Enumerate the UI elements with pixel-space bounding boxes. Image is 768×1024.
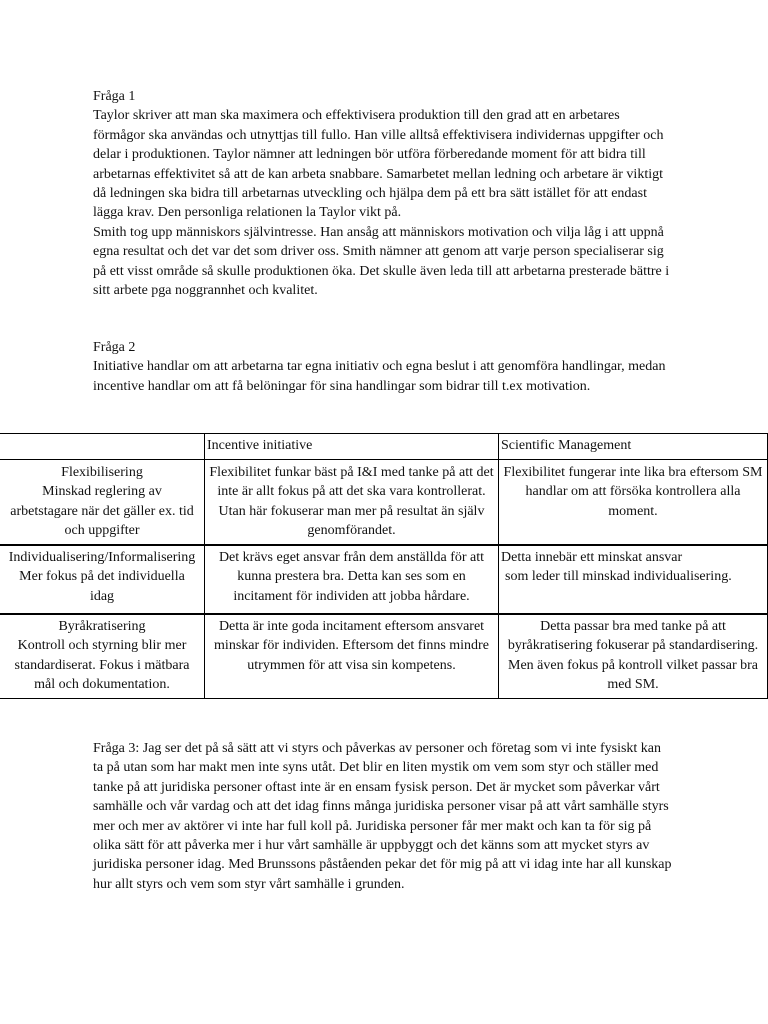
scientific-management-cell: Detta passar bra med tanke på att byråkratisering fokuserar på standardisering. Men även fokus på kontroll vilket passar bra med SM.	[499, 614, 768, 699]
row-label-cell	[0, 614, 205, 699]
row-label-cell	[0, 545, 205, 614]
scientific-management-cell	[499, 545, 768, 614]
comparison-table	[0, 433, 768, 699]
question-2-paragraph: Initiative handlar om att arbetarna tar egna initiativ och egna beslut i att genomföra handlingar, medan incentive handlar om att få belöningar för sina handlingar som bidrar till t.ex motivation.	[93, 359, 666, 394]
row-sublabel-line: Mer fokus på det individuella	[19, 569, 185, 585]
question-1-section	[93, 87, 673, 300]
scientific-management-cell: Flexibilitet fungerar inte lika bra eftersom SM handlar om att försöka kontrollera alla moment.	[499, 460, 768, 546]
row-sublabel-line: mål och dokumentation.	[34, 677, 170, 693]
row-label: Flexibilisering	[61, 465, 143, 480]
table-row	[0, 545, 768, 614]
question-3-section	[93, 739, 673, 894]
table-header-empty	[0, 434, 205, 460]
table-header-scientific-management: Scientific Management	[499, 434, 768, 460]
row-label: Individualisering/Informalisering	[8, 550, 196, 565]
incentive-cell: Flexibilitet funkar bäst på I&I med tanke på att det inte är allt fokus på att det ska vara kontrollerat. Utan här fokuserar man mer på resultat än själv genomförandet.	[205, 460, 499, 546]
incentive-cell: Detta är inte goda incitament eftersom ansvaret minskar för individen. Eftersom det finns mindre utrymmen för att visa sin kompetens.	[205, 614, 499, 699]
table-row	[0, 460, 768, 546]
table-header-row	[0, 434, 768, 460]
row-sublabel-line: Minskad reglering av	[42, 484, 162, 500]
row-sublabel-line: Kontroll och styrning blir mer	[17, 638, 187, 654]
sm-cell-line: Detta innebär ett minskat ansvar	[501, 550, 683, 565]
question-1-heading: Fråga 1	[93, 89, 136, 104]
question-3-paragraph: Fråga 3: Jag ser det på så sätt att vi styrs och påverkas av personer och företag som vi inte fysiskt kan ta på utan som har makt men inte syns utåt. Det blir en liten mystik om vem som styr och ställer med tanke på att juridiska personer oftast inte är en ensam fysisk person. Det är mycket som påverkar vårt samhälle och vår vardag och att det idag finns många juridiska personer visar på att vårt samhälle styrs mer och mer av aktörer vi inte har full koll på. Juridiska personer får mer makt och kan ta för sig på olika sätt för att påverka mer i hur vårt samhälle är uppbyggt och det känns som att mycket styrs av juridiska personer idag. Med Brunssons påståenden pekar det för mig på att vi idag inte har all kunskap hur allt styrs och vem som styr vårt samhälle i grunden.	[93, 741, 672, 892]
question-1-paragraph-smith: Smith tog upp människors självintresse. Han ansåg att människors motivation och vilja låg i att uppnå egna resultat och det var det som driver oss. Smith nämner att genom att varje person specialiserar sig på ett visst område så skulle produktionen öka. Det skulle även leda till att arbetarna presterade bättre i sitt arbete pga noggrannhet och kvalitet.	[93, 224, 670, 299]
row-sublabel-line: standardiserat. Fokus i mätbara	[14, 657, 190, 673]
question-2-heading: Fråga 2	[93, 340, 136, 355]
row-sublabel-line: arbetstagare när det gäller ex. tid	[10, 503, 194, 519]
question-1-paragraph-taylor: Taylor skriver att man ska maximera och effektivisera produktion till den grad att en arbetares förmågor ska användas och utnyttjas till fullo. Han ville alltså effektivisera individernas uppgifter och delar i produktionen. Taylor nämner att ledningen bör utföra förberedande moment för att bidra till arbetarnas effektivitet så att de kan arbeta snabbare. Samarbetet mellan ledning och arbetare är viktigt då ledningen ska bidra till arbetarnas utveckling och hjälpa dem på ett bra sätt istället för att endast lägga krav. Den personliga relationen la Taylor vikt på.	[93, 108, 664, 221]
question-2-section	[93, 338, 673, 396]
sm-cell-line: som leder till minskad individualisering.	[505, 569, 732, 585]
incentive-cell: Det krävs eget ansvar från dem anställda för att kunna prestera bra. Detta kan ses som en incitament för individen att jobba hårdare.	[205, 545, 499, 614]
table-header-incentive: Incentive initiative	[205, 434, 499, 460]
table-row	[0, 614, 768, 699]
row-label: Byråkratisering	[58, 619, 146, 634]
row-sublabel-line: idag	[89, 588, 115, 604]
row-sublabel-line: och uppgifter	[64, 523, 140, 539]
row-label-cell	[0, 460, 205, 546]
